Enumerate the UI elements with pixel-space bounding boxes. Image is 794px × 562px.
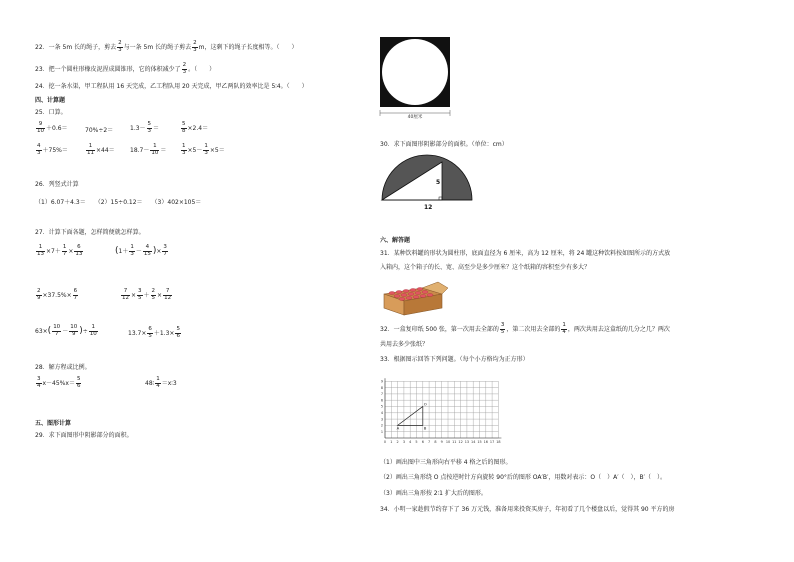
y-tick-label: 8 bbox=[380, 385, 383, 390]
question-22: 22．一条 5m 长的绳子，剪去 $\frac{2}{3}$ 与一条 5m 长的绳子剪去 $\frac{2}{3}$ m，这剩下的绳子长度相等。（ ） bbox=[35, 40, 298, 53]
question-31-line-2: 入箱内，这个箱子的长、宽、高至少是多少厘米？这个纸箱的容积至少有多大？ bbox=[380, 264, 591, 271]
height-label: 5 bbox=[436, 179, 441, 186]
y-tick-label: 1 bbox=[380, 429, 383, 434]
point-label-A: A bbox=[396, 425, 400, 431]
y-tick-label: 4 bbox=[380, 411, 383, 415]
x-tick-label: 8 bbox=[434, 440, 437, 444]
x-tick-label: 11 bbox=[452, 440, 457, 444]
y-tick-label: 3 bbox=[380, 417, 383, 422]
q27-expr-2: (1＋ $\frac{1}{3}$ － $\frac{4}{15}$ )× $\frac{3}{7}$ bbox=[115, 244, 167, 257]
q28-expr-2: 48∶ $\frac{1}{4}$ ＝x∶3 bbox=[145, 376, 177, 389]
y-tick-label: 6 bbox=[380, 398, 383, 403]
x-tick-label: 9 bbox=[440, 440, 443, 444]
x-tick-label: 1 bbox=[390, 440, 393, 444]
q28-expr-1: $\frac{3}{4}$ x－45%x＝ $\frac{5}{6}$ bbox=[37, 376, 81, 389]
point-label-O: O bbox=[423, 401, 427, 407]
question-25: 25．口算。 bbox=[35, 109, 67, 116]
figure-29 bbox=[374, 35, 454, 120]
x-tick-label: 7 bbox=[428, 440, 431, 444]
x-tick-label: 18 bbox=[496, 440, 501, 444]
x-tick-label: 15 bbox=[477, 440, 482, 444]
question-30: 30．求下面图形阴影部分的面积。（单位：cm） bbox=[380, 141, 508, 148]
section-5-heading: 五、图形计算 bbox=[35, 420, 72, 427]
q27-expr-5: 63×( $\frac{10}{7}$ － $\frac{10}{9}$ )÷ $\frac{1}{10}$ bbox=[35, 324, 97, 337]
question-32-line-2: 共用去多少张纸？ bbox=[380, 341, 429, 348]
x-tick-label: 13 bbox=[464, 440, 470, 444]
question-33-part-2: （2）画出三角形绕 O 点按逆时针方向旋转 90°后的图形 OA′B′，用数对表示：O（ ）A′（ ），B′（ ）。 bbox=[380, 474, 667, 481]
coordinate-grid bbox=[375, 374, 510, 446]
figure-30 bbox=[378, 152, 480, 212]
question-34: 34．小明一家趁假节约存下了 36 万元钱，准备用来投资买房子，年初看了几个楼盘以后，觉得其 90 平方的房 bbox=[380, 506, 675, 513]
question-24: 24．挖一条水渠，甲工程队用 16 天完成，乙工程队用 20 天完成，甲乙两队的效率比是 5∶4。（ ） bbox=[35, 83, 308, 90]
question-28: 28．解方程或比例。 bbox=[35, 364, 91, 371]
dimension-label: 40厘米 bbox=[407, 115, 423, 120]
y-tick-label: 2 bbox=[380, 423, 383, 428]
x-tick-label: 14 bbox=[471, 440, 476, 444]
x-tick-label: 6 bbox=[421, 440, 424, 444]
question-32-line-1: 32．一盒复印纸 500 张，第一次用去全部的 $\frac{3}{5}$ ，第二次用去全部的 $\frac{1}{4}$ ，两次共用去这盒纸的几分之几？两次 bbox=[380, 322, 670, 335]
question-26-items: （1）6.07＋4.3＝ （2）15÷0.12＝ （3）402×105＝ bbox=[35, 199, 202, 206]
point-label-B: B bbox=[423, 425, 427, 431]
x-tick-label: 3 bbox=[402, 440, 405, 444]
x-tick-label: 0 bbox=[383, 440, 387, 444]
y-tick-label: 9 bbox=[380, 379, 383, 384]
inner-circle bbox=[382, 39, 448, 105]
y-tick-label: 5 bbox=[380, 404, 383, 409]
can-box-illustration bbox=[378, 278, 448, 318]
x-tick-label: 12 bbox=[458, 440, 463, 444]
section-6-heading: 六、解答题 bbox=[380, 237, 411, 244]
question-33-part-1: （1）画出图中三角形向右平移 4 格之后的图形。 bbox=[380, 459, 512, 466]
q27-expr-3: $\frac{2}{9}$ ×37.5%× $\frac{6}{7}$ bbox=[37, 288, 78, 301]
x-tick-label: 5 bbox=[415, 440, 418, 444]
question-27: 27．计算下面各题，怎样简便就怎样算。 bbox=[35, 229, 145, 236]
question-33-part-3: （3）画出三角形按 2∶1 扩大后的图形。 bbox=[380, 490, 487, 497]
question-23: 23．把一个圆柱形橡皮泥捏成圆锥形，它的体积减少了 $\frac{2}{3}$ 。（ ） bbox=[35, 62, 216, 75]
x-tick-label: 4 bbox=[409, 440, 412, 444]
q27-expr-1: $\frac{1}{13}$ ×7＋ $\frac{1}{7}$ × $\frac{6}{13}$ bbox=[37, 244, 83, 257]
base-label: 12 bbox=[424, 204, 433, 211]
q27-expr-4: $\frac{7}{12}$ × $\frac{3}{5}$ ＋ $\frac{2}{5}$ × $\frac{7}{12}$ bbox=[122, 288, 172, 301]
question-31-line-1: 31．某种饮料罐的形状为圆柱形，底面直径为 6 厘米，高为 12 厘米，将 24 罐这种饮料按如图所示的方式放 bbox=[380, 250, 671, 257]
question-29: 29．求下面图形中阴影部分的面积。 bbox=[35, 432, 133, 439]
section-4-heading: 四、计算题 bbox=[35, 97, 66, 104]
x-tick-label: 16 bbox=[483, 440, 488, 444]
question-26: 26．列竖式计算 bbox=[35, 181, 79, 188]
question-33: 33．根据图示回答下列问题。（每个小方格均为正方形） bbox=[380, 356, 529, 363]
x-tick-label: 17 bbox=[489, 440, 495, 444]
y-tick-label: 7 bbox=[380, 392, 383, 397]
x-tick-label: 2 bbox=[396, 440, 399, 444]
x-tick-label: 10 bbox=[445, 440, 451, 444]
q27-expr-6: 13.7× $\frac{6}{5}$ ＋1.3× $\frac{5}{6}$ bbox=[128, 326, 180, 339]
